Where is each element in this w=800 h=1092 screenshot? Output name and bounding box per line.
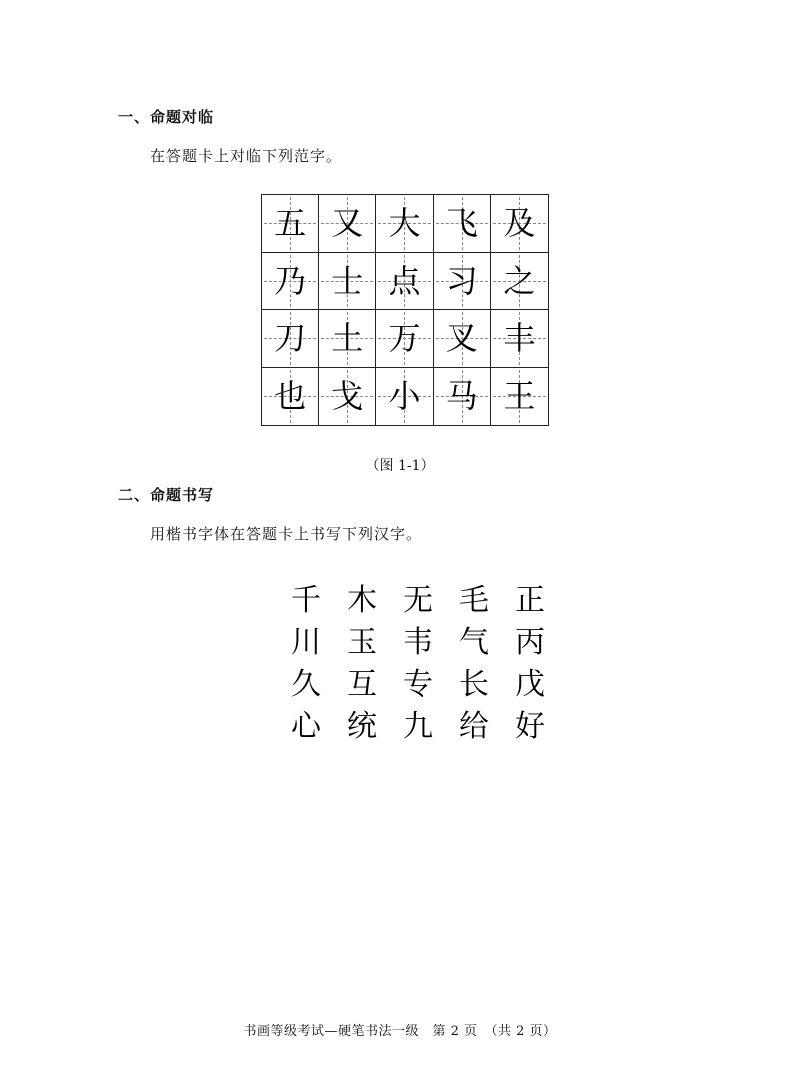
- grid-cell: [262, 253, 319, 311]
- grid-cell: [262, 195, 319, 253]
- practice-grid: [261, 194, 549, 426]
- grid-cell: [319, 368, 376, 426]
- grid-char: 点: [388, 261, 421, 300]
- grid-cell: [434, 253, 491, 311]
- figure-caption: （图 1-1）: [365, 458, 435, 474]
- grid-char: 马: [445, 377, 478, 416]
- grid-cell: [376, 310, 433, 368]
- grid-cell: [491, 253, 548, 311]
- writing-characters: [278, 580, 558, 748]
- grid-cell: [376, 253, 433, 311]
- grid-char: 士: [331, 261, 364, 300]
- section-2-instruction: 用楷书字体在答题卡上书写下列汉字。: [150, 525, 423, 543]
- writing-char: 千: [291, 583, 321, 618]
- writing-char: 戊: [515, 667, 545, 702]
- writing-char: 无: [403, 583, 433, 618]
- section-2-title: 二、命题书写: [118, 486, 215, 504]
- grid-char: 之: [503, 261, 536, 300]
- writing-char: 韦: [403, 625, 433, 660]
- writing-char: 丙: [515, 625, 545, 660]
- grid-char: 小: [388, 377, 421, 416]
- grid-char: 土: [331, 319, 364, 358]
- writing-char: 好: [515, 709, 545, 744]
- writing-char: 气: [459, 625, 489, 660]
- grid-char: 叉: [445, 319, 478, 358]
- writing-char: 川: [291, 625, 321, 660]
- grid-cell: [491, 195, 548, 253]
- writing-char: 正: [515, 583, 545, 618]
- grid-char: 及: [503, 204, 536, 243]
- writing-char: 长: [459, 667, 489, 702]
- page-footer: 书画等级考试—硬笔书法一级 第 2 页 （共 2 页）: [243, 1024, 557, 1039]
- grid-cell: [319, 253, 376, 311]
- grid-char: 又: [331, 204, 364, 243]
- grid-char: 五: [274, 204, 307, 243]
- writing-char: 统: [347, 709, 377, 744]
- grid-cell: [319, 195, 376, 253]
- grid-char: 习: [445, 261, 478, 300]
- writing-char: 互: [347, 667, 377, 702]
- grid-cell: [319, 310, 376, 368]
- grid-cell: [434, 368, 491, 426]
- grid-char: 飞: [445, 204, 478, 243]
- grid-cell: [262, 310, 319, 368]
- writing-char: 专: [403, 667, 433, 702]
- grid-cell: [434, 195, 491, 253]
- section-1-instruction: 在答题卡上对临下列范字。: [150, 147, 343, 165]
- grid-char: 丰: [503, 319, 536, 358]
- writing-char: 木: [347, 583, 377, 618]
- grid-char: 万: [388, 319, 421, 358]
- grid-cell: [491, 368, 548, 426]
- grid-cell: [376, 195, 433, 253]
- grid-char: 乃: [274, 261, 307, 300]
- writing-char: 玉: [347, 625, 377, 660]
- section-1-title: 一、命题对临: [118, 108, 215, 126]
- grid-cell: [262, 368, 319, 426]
- grid-cell: [376, 368, 433, 426]
- grid-char: 也: [274, 377, 307, 416]
- writing-char: 九: [403, 709, 433, 744]
- writing-char: 久: [291, 667, 321, 702]
- grid-cell: [434, 310, 491, 368]
- writing-char: 心: [291, 709, 321, 744]
- grid-char: 刀: [274, 319, 307, 358]
- grid-cell: [491, 310, 548, 368]
- writing-char: 毛: [459, 583, 489, 618]
- grid-char: 戈: [331, 377, 364, 416]
- writing-char: 给: [459, 709, 489, 744]
- grid-char: 王: [503, 377, 536, 416]
- grid-char: 大: [388, 204, 421, 243]
